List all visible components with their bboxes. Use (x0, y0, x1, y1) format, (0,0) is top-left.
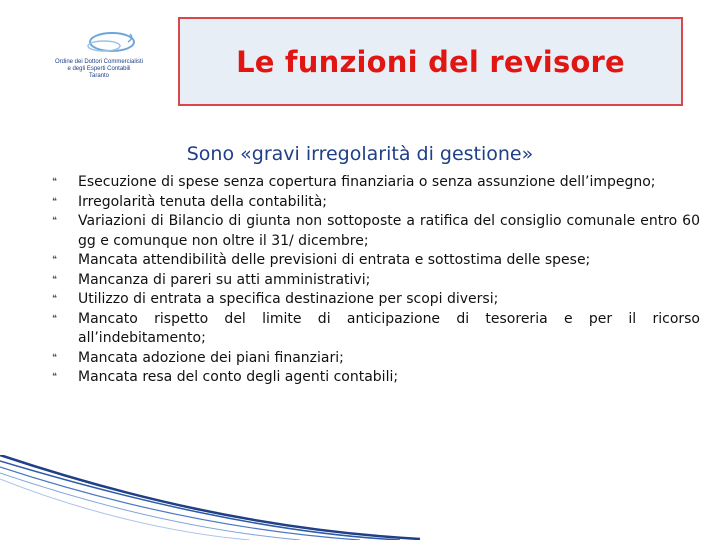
logo-line-1: Ordine dei Dottori Commercialisti (54, 59, 144, 65)
title-box (178, 17, 683, 106)
list-item (52, 368, 700, 388)
list-item-text: Utilizzo di entrata a specifica destinazione per scopi diversi; (78, 291, 499, 307)
logo-line-2: e degli Esperti Contabili (67, 66, 131, 72)
bullet-icon: ❝ (52, 313, 57, 324)
list-item-text: Variazioni di Bilancio di giunta non sottoposte a ratifica del consiglio comunale entro 60 gg e comunque non oltre il 31/ dicembre; (78, 213, 700, 249)
bullet-icon: ❝ (52, 196, 57, 207)
order-logo (32, 26, 166, 88)
bullet-icon: ❝ (52, 177, 57, 187)
list-item-text: Mancata attendibilità delle previsioni di entrata e sottostima delle spese; (78, 252, 591, 268)
bullet-icon: ❝ (52, 216, 57, 226)
list-item (52, 173, 700, 193)
list-item-text: Mancata adozione dei piani finanziari; (78, 349, 344, 366)
list-item-text: Mancanza di pareri su atti amministrativi; (78, 271, 371, 288)
list-item (52, 193, 700, 213)
list-item-text: Mancata resa del conto degli agenti contabili; (78, 369, 399, 385)
bullet-icon: ❝ (52, 274, 57, 285)
list-item (52, 290, 700, 310)
bullet-icon: ❝ (52, 352, 57, 363)
list-item-text: Esecuzione di spese senza copertura finanziaria o senza assunzione dell’impegno; (78, 174, 656, 190)
slide-subtitle: Sono «gravi irregolarità di gestione» (186, 143, 534, 165)
list-item (52, 251, 700, 271)
bullet-list (52, 173, 700, 388)
logo-line-3: Taranto (88, 73, 109, 79)
decorative-swoosh-lines (0, 455, 720, 540)
list-item (52, 271, 700, 291)
bullet-icon: ❝ (52, 294, 57, 304)
list-item-text: Irregolarità tenuta della contabilità; (78, 193, 328, 210)
slide-title: Le funzioni del revisore (236, 44, 625, 79)
list-item (52, 349, 700, 369)
list-item (52, 212, 700, 251)
list-item (52, 310, 700, 349)
bullet-icon: ❝ (52, 372, 57, 382)
list-item-text: Mancato rispetto del limite di anticipazione di tesoreria e per il ricorso all’indebitamento; (78, 310, 700, 346)
bullet-icon: ❝ (52, 255, 57, 265)
